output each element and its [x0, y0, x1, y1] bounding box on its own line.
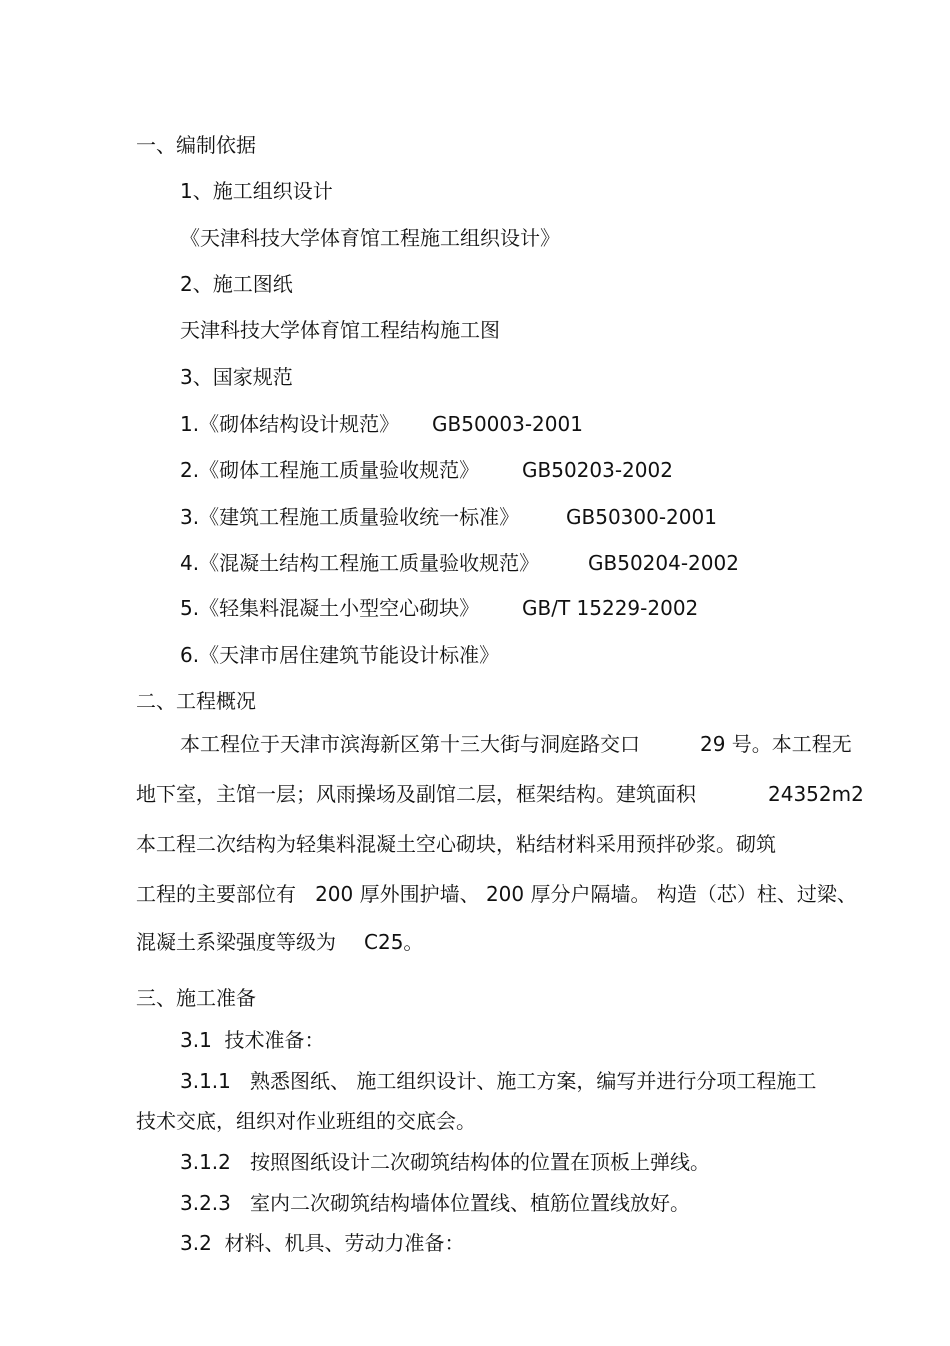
standard-5-code: GB/T 15229-2002	[522, 596, 699, 620]
item-3-1-1-line-1: 3.1.1 熟悉图纸、 施工组织设计、施工方案，编写并进行分项工程施工	[180, 1069, 817, 1093]
drawings-doc: 天津科技大学体育馆工程结构施工图	[180, 318, 500, 342]
construction-design-doc: 《天津科技大学体育馆工程施工组织设计》	[180, 226, 560, 250]
subsection-3-2: 3.2 材料、机具、劳动力准备：	[180, 1231, 465, 1255]
item-3-2-3: 3.2.3 室内二次砌筑结构墙体位置线、植筋位置线放好。	[180, 1191, 690, 1215]
overview-line-2b: 24352m2	[768, 782, 864, 806]
section-1-heading: 一、编制依据	[136, 133, 256, 157]
item-3-1-2: 3.1.2 按照图纸设计二次砌筑结构体的位置在顶板上弹线。	[180, 1150, 710, 1174]
overview-line-1b: 29 号。本工程无	[700, 732, 852, 756]
overview-line-4: 工程的主要部位有 200 厚外围护墙、 200 厚分户隔墙。 构造（芯）柱、过梁、	[136, 882, 857, 906]
section-3-heading: 三、施工准备	[136, 986, 256, 1010]
standard-4-name: 4.《混凝土结构工程施工质量验收规范》	[180, 551, 540, 575]
overview-line-5a: 混凝土系梁强度等级为	[136, 930, 336, 954]
standard-2-name: 2.《砌体工程施工质量验收规范》	[180, 458, 480, 482]
section-2-heading: 二、工程概况	[136, 689, 256, 713]
standard-2-code: GB50203-2002	[522, 458, 673, 482]
subsection-3-1: 3.1 技术准备：	[180, 1028, 325, 1052]
subsection-1-3: 3、国家规范	[180, 365, 293, 389]
standard-3-code: GB50300-2001	[566, 505, 717, 529]
item-3-1-1-line-2: 技术交底，组织对作业班组的交底会。	[136, 1109, 476, 1133]
overview-line-5b: C25。	[364, 930, 424, 954]
subsection-1-1: 1、施工组织设计	[180, 179, 333, 203]
subsection-1-2: 2、施工图纸	[180, 272, 293, 296]
overview-line-1a: 本工程位于天津市滨海新区第十三大街与洞庭路交口	[180, 732, 640, 756]
standard-5-name: 5.《轻集料混凝土小型空心砌块》	[180, 596, 480, 620]
standard-3-name: 3.《建筑工程施工质量验收统一标准》	[180, 505, 520, 529]
standard-1-code: GB50003-2001	[432, 412, 583, 436]
overview-line-3: 本工程二次结构为轻集料混凝土空心砌块，粘结材料采用预拌砂浆。砌筑	[136, 832, 776, 856]
standard-6-name: 6.《天津市居住建筑节能设计标准》	[180, 643, 500, 667]
overview-line-2a: 地下室，主馆一层；风雨操场及副馆二层，框架结构。建筑面积	[136, 782, 696, 806]
standard-4-code: GB50204-2002	[588, 551, 739, 575]
standard-1-name: 1.《砌体结构设计规范》	[180, 412, 400, 436]
